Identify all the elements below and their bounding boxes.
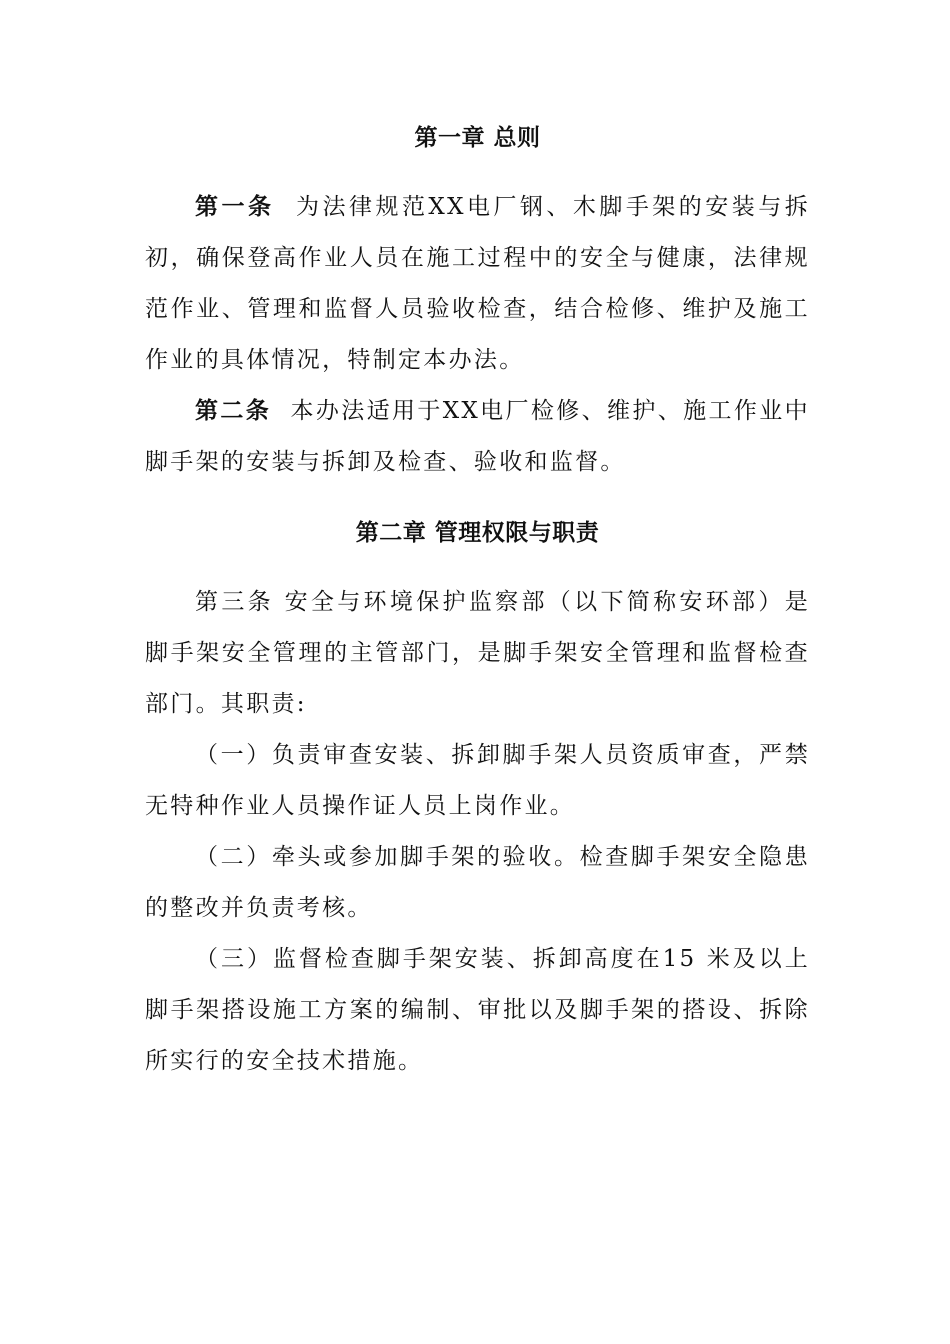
article-1-label: 第一条 [195,194,275,220]
article-2-label: 第二条 [195,398,272,424]
article-1-text: 为法律规范XX电厂钢、木脚手架的安装与拆初，确保登高作业人员在施工过程中的安全与健康，法律规范作业、管理和监督人员验收检查，结合检修、维护及施工作业的具体情况，特制定本办法。 [145,194,810,373]
article-2-text: 本办法适用于XX电厂检修、维护、施工作业中脚手架的安装与拆卸及检查、验收和监督。 [145,398,810,475]
chapter-2-title: 第二章 管理权限与职责 [355,520,600,546]
article-2 [145,386,810,488]
document-page [145,0,810,1087]
chapter-1-title: 第一章 总则 [414,125,541,151]
article-3-item-1: （一）负责审查安装、拆卸脚手架人员资质审查，严禁无特种作业人员操作证人员上岗作业。 [145,742,810,819]
article-1 [145,182,810,386]
article-3-item-2: （二）牵头或参加脚手架的验收。检查脚手架安全隐患的整改并负责考核。 [145,844,810,921]
article-3-item-3: （三）监督检查脚手架安装、拆卸高度在15 米及以上脚手架搭设施工方案的编制、审批以及脚手架的搭设、拆除所实行的安全技术措施。 [145,946,810,1074]
article-3: 第三条 安全与环境保护监察部（以下简称安环部）是脚手架安全管理的主管部门，是脚手架安全管理和监督检查部门。其职责: [145,589,810,717]
